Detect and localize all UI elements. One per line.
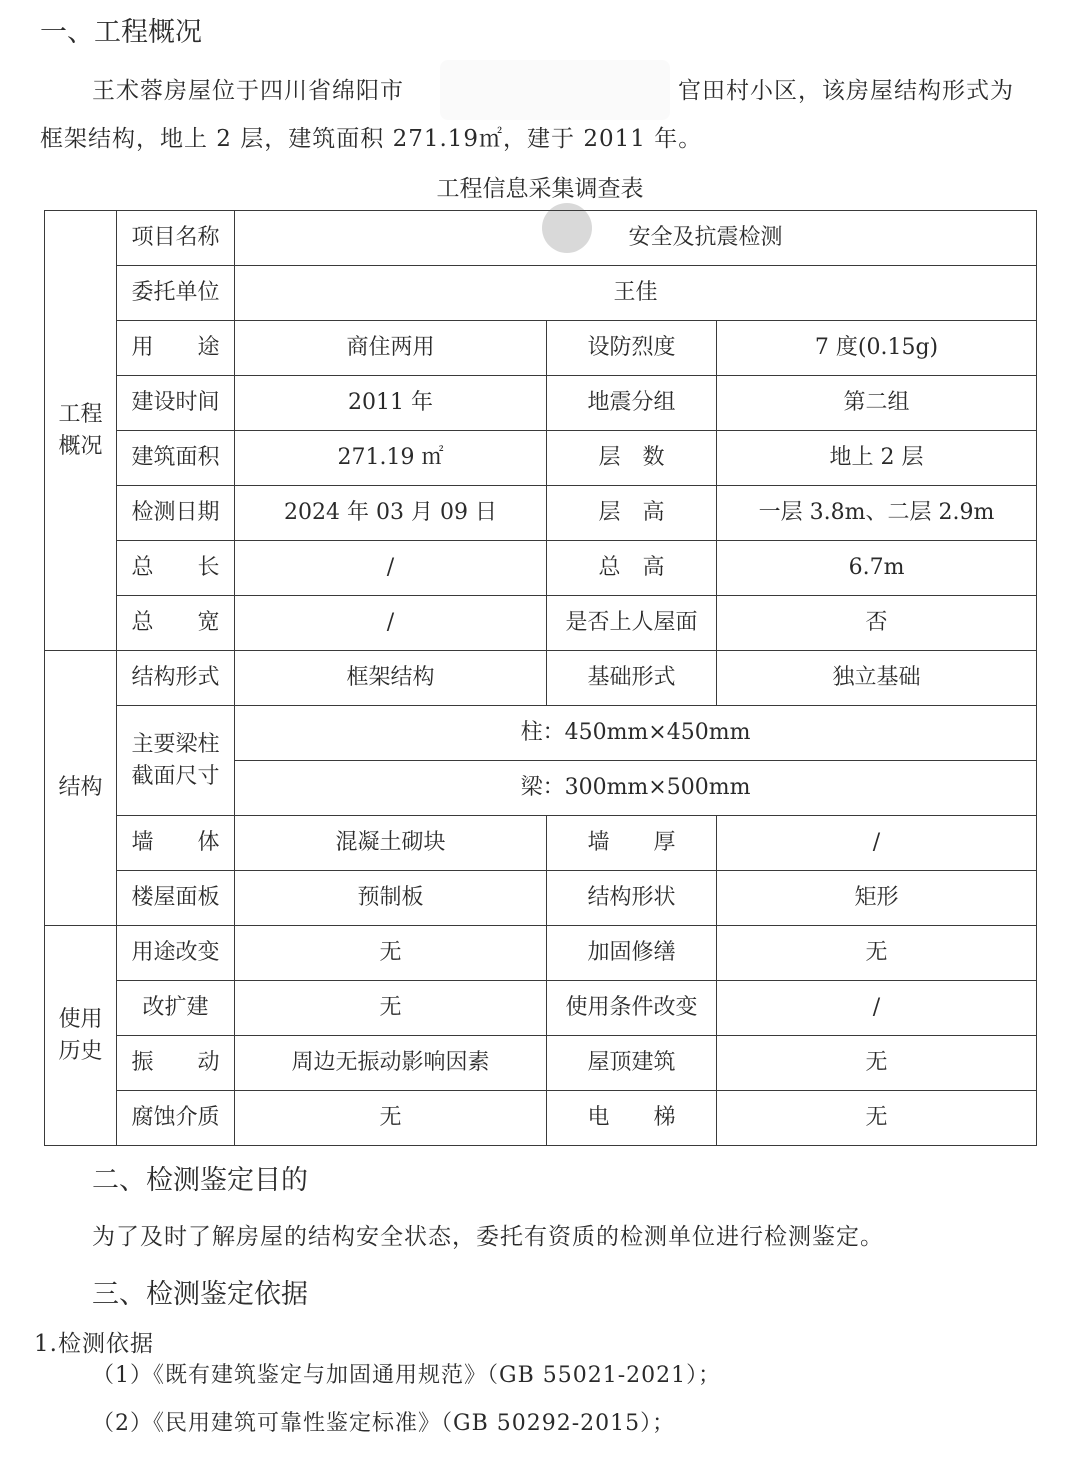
condition-change-label: 使用条件改变 [547,981,717,1036]
table-row [45,926,1037,981]
overview-paragraph-line-1a: 王术蓉房屋位于四川省绵阳市 [92,78,404,104]
basis-item-2: （2）《民用建筑可靠性鉴定标准》（GB 50292-2015）； [92,1411,676,1436]
shape-value: 矩形 [717,871,1037,926]
build-time-label: 建设时间 [117,376,235,431]
purpose-text: 为了及时了解房屋的结构安全状态，委托有资质的检测单位进行检测鉴定。 [92,1224,884,1250]
total-height-label: 总 高 [547,541,717,596]
table-row [45,1091,1037,1146]
roof-access-label: 是否上人屋面 [547,596,717,651]
intensity-value: 7 度(0.15g) [717,321,1037,376]
foundation-label: 基础形式 [547,651,717,706]
foundation-value: 独立基础 [717,651,1037,706]
expansion-label: 改扩建 [117,981,235,1036]
total-width-value: / [235,596,547,651]
floor-height-label: 层 高 [547,486,717,541]
roof-building-value: 无 [717,1036,1037,1091]
project-name-label: 项目名称 [117,211,235,266]
usage-value: 商住两用 [235,321,547,376]
project-info-table [44,210,1037,1146]
table-row [45,211,1037,266]
beam-size-value: 梁：300mm×500mm [235,761,1037,816]
table-row [45,816,1037,871]
wall-thick-value: / [717,816,1037,871]
vibration-value: 周边无振动影响因素 [235,1036,547,1091]
group-overview-label: 工程 概况 [45,211,117,651]
corrosion-value: 无 [235,1091,547,1146]
basis-item-1: （1）《既有建筑鉴定与加固通用规范》（GB 55021-2021）； [92,1363,722,1388]
group-structure-label: 结构 [45,651,117,926]
struct-form-label: 结构形式 [117,651,235,706]
total-height-value: 6.7m [717,541,1037,596]
table-row [45,541,1037,596]
overview-paragraph-line-2: 框架结构，地上 2 层，建筑面积 271.19㎡，建于 2011 年。 [40,126,703,152]
wall-thick-label: 墙 厚 [547,816,717,871]
wall-value: 混凝土砌块 [235,816,547,871]
table-row [45,651,1037,706]
roof-access-value: 否 [717,596,1037,651]
client-value: 王佳 [235,266,1037,321]
usage-change-value: 无 [235,926,547,981]
table-row [45,706,1037,761]
table-row [45,376,1037,431]
total-length-value: / [235,541,547,596]
build-time-value: 2011 年 [235,376,547,431]
redaction-mark [440,60,670,120]
group-history-label: 使用 历史 [45,926,117,1146]
expansion-value: 无 [235,981,547,1036]
reinforce-label: 加固修缮 [547,926,717,981]
total-width-label: 总 宽 [117,596,235,651]
corrosion-label: 腐蚀介质 [117,1091,235,1146]
reinforce-value: 无 [717,926,1037,981]
floor-height-value: 一层 3.8m、二层 2.9m [717,486,1037,541]
area-label: 建筑面积 [117,431,235,486]
table-row [45,266,1037,321]
roof-building-label: 屋顶建筑 [547,1036,717,1091]
usage-label: 用 途 [117,321,235,376]
floors-value: 地上 2 层 [717,431,1037,486]
seismic-group-label: 地震分组 [547,376,717,431]
column-size-value: 柱：450mm×450mm [235,706,1037,761]
project-name-value: 安全及抗震检测 [235,211,1037,266]
area-value: 271.19 ㎡ [235,431,547,486]
struct-form-value: 框架结构 [235,651,547,706]
table-row [45,981,1037,1036]
elevator-value: 无 [717,1091,1037,1146]
condition-change-value: / [717,981,1037,1036]
floors-label: 层 数 [547,431,717,486]
total-length-label: 总 长 [117,541,235,596]
floor-slab-value: 预制板 [235,871,547,926]
wall-label: 墙 体 [117,816,235,871]
overview-paragraph-line-1b: 官田村小区，该房屋结构形式为 [678,78,1014,104]
inspect-date-value: 2024 年 03 月 09 日 [235,486,547,541]
table-row [45,486,1037,541]
seismic-group-value: 第二组 [717,376,1037,431]
section-3-heading: 三、检测鉴定依据 [92,1279,308,1310]
intensity-label: 设防烈度 [547,321,717,376]
section-1-heading: 一、工程概况 [40,17,202,48]
table-row [45,596,1037,651]
table-row [45,431,1037,486]
table-title: 工程信息采集调查表 [436,176,644,202]
section-2-heading: 二、检测鉴定目的 [92,1165,308,1196]
floor-slab-label: 楼屋面板 [117,871,235,926]
vibration-label: 振 动 [117,1036,235,1091]
basis-sub-heading: 1.检测依据 [34,1331,154,1357]
section-size-label: 主要梁柱 截面尺寸 [117,706,235,816]
shape-label: 结构形状 [547,871,717,926]
usage-change-label: 用途改变 [117,926,235,981]
table-row [45,321,1037,376]
table-row [45,1036,1037,1091]
inspect-date-label: 检测日期 [117,486,235,541]
table-row [45,871,1037,926]
client-label: 委托单位 [117,266,235,321]
elevator-label: 电 梯 [547,1091,717,1146]
